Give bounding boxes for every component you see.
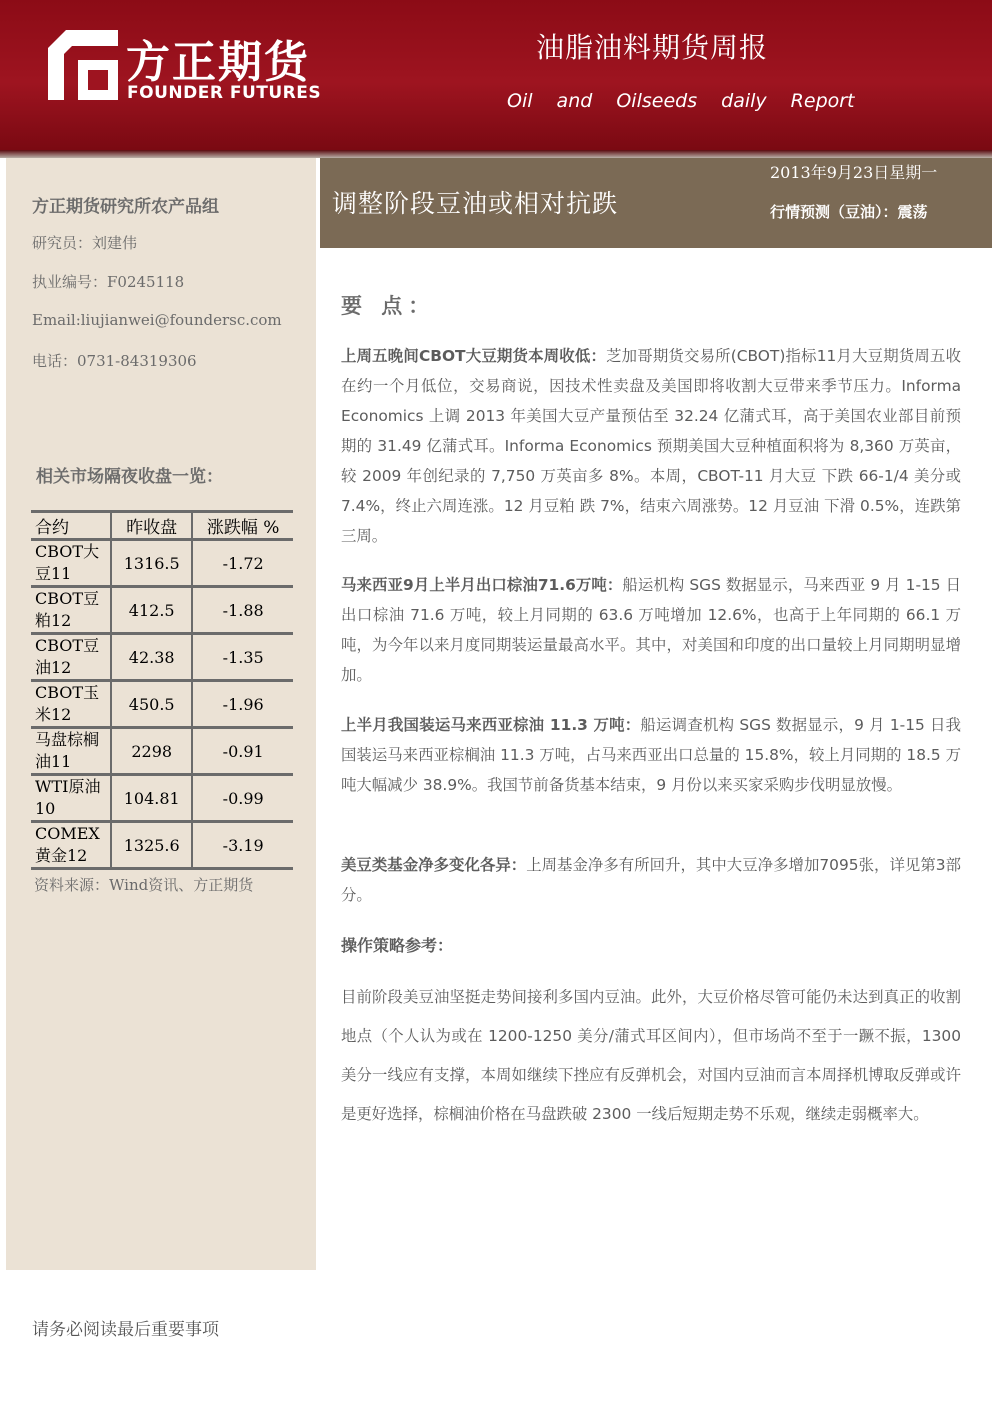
- report-headline: 调整阶段豆油或相对抗跌: [332, 189, 619, 218]
- paragraph-lead: 上周五晚间CBOT大豆期货本周收低：: [341, 347, 607, 365]
- strategy-heading: 操作策略参考：: [341, 936, 454, 955]
- founder-logo-icon: [48, 30, 118, 100]
- change-value: -0.91: [192, 728, 293, 775]
- footer-notice: 请务必阅读最后重要事项: [32, 1320, 219, 1340]
- market-close-table: [31, 510, 293, 870]
- close-value: 1325.6: [111, 822, 192, 869]
- paragraph-lead: 马来西亚9月上半月出口棕油71.6万吨：: [341, 576, 623, 594]
- report-title-chinese: 油脂油料期货周报: [536, 31, 769, 64]
- change-value: -1.35: [192, 634, 293, 681]
- close-value: 412.5: [111, 587, 192, 634]
- report-title-english: Oil and Oilseeds daily Report: [507, 90, 855, 112]
- logo-english-name: FOUNDER FUTURES: [127, 83, 322, 103]
- data-source: 资料来源：Wind资讯、方正期货: [34, 876, 254, 894]
- change-value: -1.96: [192, 681, 293, 728]
- table-row: [31, 822, 293, 869]
- column-header-contract: 合约: [31, 512, 111, 540]
- contract-name: CBOT豆粕12: [31, 587, 111, 634]
- close-value: 450.5: [111, 681, 192, 728]
- close-value: 42.38: [111, 634, 192, 681]
- header-divider: [0, 150, 992, 158]
- paragraph-body: 船运调查机构 SGS 数据显示，9 月 1-15 日我国装运马来西亚棕榈油 11.3 万吨，占马来西亚出口总量的 15.8%，较上月同期的 18.5 万吨大幅减少 38.9%。我国节前备货基本结束，9 月份以来买家采购步伐明显放慢。: [341, 716, 961, 794]
- research-group: 方正期货研究所农产品组: [32, 197, 219, 217]
- analyst-email: Email:liujianwei@foundersc.com: [32, 311, 282, 329]
- change-value: -1.72: [192, 540, 293, 587]
- contract-name: WTI原油10: [31, 775, 111, 822]
- close-value: 104.81: [111, 775, 192, 822]
- table-row: [31, 540, 293, 587]
- analyst-name: 研究员：刘建伟: [32, 234, 138, 252]
- logo-chinese-name: 方正期货: [126, 37, 310, 88]
- change-value: -0.99: [192, 775, 293, 822]
- table-row: [31, 775, 293, 822]
- contract-name: CBOT大豆11: [31, 540, 111, 587]
- analyst-phone: 电话：0731-84319306: [32, 352, 197, 370]
- strategy-paragraph: 目前阶段美豆油坚挺走势间接利多国内豆油。此外，大豆价格尽管可能仍未达到真正的收割地点（个人认为或在 1200-1250 美分/蒲式耳区间内），但市场尚不至于一蹶不振，1300 美分一线应有支撑，本周如继续下挫应有反弹机会，对国内豆油而言本周择机博取反弹或许是更好选择，棕榈油价格在马盘跌破 2300 一线后短期走势不乐观，继续走弱概率大。: [341, 988, 961, 1123]
- table-row: [31, 634, 293, 681]
- column-header-close: 昨收盘: [111, 512, 192, 540]
- paragraph-fund-positions: [341, 850, 961, 910]
- contract-name: COMEX黄金12: [31, 822, 111, 869]
- contract-name: CBOT豆油12: [31, 634, 111, 681]
- table-row: [31, 728, 293, 775]
- paragraph-lead: 美豆类基金净多变化各异：: [341, 856, 527, 874]
- paragraph-lead: 上半月我国装运马来西亚棕油 11.3 万吨：: [341, 716, 641, 734]
- related-markets-title: 相关市场隔夜收盘一览：: [36, 467, 223, 487]
- report-date: 2013年9月23日星期一: [770, 163, 938, 182]
- key-points-heading: 要 点：: [341, 293, 436, 318]
- contract-name: 马盘棕榈油11: [31, 728, 111, 775]
- market-forecast: 行情预测（豆油）：震荡: [770, 203, 928, 221]
- close-value: 1316.5: [111, 540, 192, 587]
- contract-name: CBOT玉米12: [31, 681, 111, 728]
- paragraph-body: 船运机构 SGS 数据显示，马来西亚 9 月 1-15 日出口棕油 71.6 万吨，较上月同期的 63.6 万吨增加 12.6%，也高于上年同期的 66.1 万吨，为今年以来月度同期装运量最高水平。其中，对美国和印度的出口量较上月同期明显增加。: [341, 576, 961, 684]
- table-header-row: [31, 512, 293, 540]
- paragraph-china-imports: [341, 710, 961, 800]
- table-row: [31, 681, 293, 728]
- change-value: -1.88: [192, 587, 293, 634]
- close-value: 2298: [111, 728, 192, 775]
- column-header-change: 涨跌幅 %: [192, 512, 293, 540]
- table-row: [31, 587, 293, 634]
- paragraph-body: 上周基金净多有所回升，其中大豆净多增加7095张，详见第3部分。: [341, 856, 961, 904]
- paragraph-body: 芝加哥期货交易所(CBOT)指标11月大豆期货周五收在约一个月低位，交易商说，因技术性卖盘及美国即将收割大豆带来季节压力。Informa Economics 上调 2013 年美国大豆产量预估至 32.24 亿蒲式耳，高于美国农业部目前预期的 31.49 亿蒲式耳。Informa Economics 预期美国大豆种植面积将为 8,360 万英亩，较 2009 年创纪录的 7,750 万英亩多 8%。本周，CBOT-11 月大豆 下跌 66-1/4 美分或 7.4%，终止六周连涨。12 月豆粕 跌 7%，结束六周涨势。12 月豆油 下滑 0.5%，连跌第三周。: [341, 347, 961, 545]
- paragraph-cbot-soybeans: [341, 341, 961, 551]
- paragraph-malaysia-exports: [341, 570, 961, 690]
- license-number: 执业编号：F0245118: [32, 273, 185, 291]
- change-value: -3.19: [192, 822, 293, 869]
